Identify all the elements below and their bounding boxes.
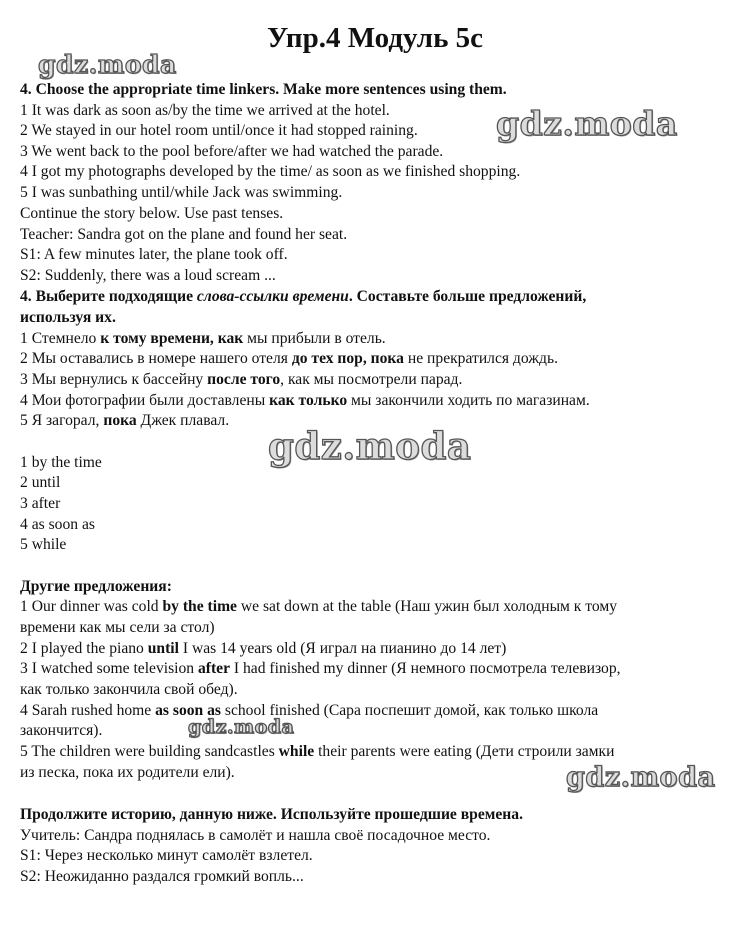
watermark: gdz.moda xyxy=(496,104,678,143)
watermark: gdz.moda xyxy=(38,50,177,79)
sentence-item: 5 The children were building sandcastles while their parents were eating (Дети строили замки xyxy=(20,743,615,760)
answer-item: 1 by the time xyxy=(20,454,102,471)
exercise-heading-ru-line2: используя их. xyxy=(20,309,116,326)
sentence-item: 3 I watched some television after I had finished my dinner (Я немного посмотрела телевизор, xyxy=(20,660,621,677)
sentence-item-cont: закончится). xyxy=(20,722,103,739)
list-item: 3 We went back to the pool before/after we had watched the parade. xyxy=(20,143,444,160)
list-item: 4 Мои фотографии были доставлены как только мы закончили ходить по магазинам. xyxy=(20,392,590,409)
page-title: Упр.4 Модуль 5с xyxy=(266,22,484,54)
exercise-heading-en: 4. Choose the appropriate time linkers. Make more sentences using them. xyxy=(20,81,507,98)
list-item: 4 I got my photographs developed by the time/ as soon as we finished shopping. xyxy=(20,163,521,180)
answer-item: 4 as soon as xyxy=(20,516,95,533)
watermark: gdz.moda xyxy=(566,762,716,793)
list-item: 2 We stayed in our hotel room until/once it had stopped raining. xyxy=(20,122,418,139)
story-line: S2: Неожиданно раздался громкий вопль... xyxy=(20,868,304,885)
story-line: Учитель: Сандра поднялась в самолёт и нашла своё посадочное место. xyxy=(20,827,491,844)
story-line: S1: A few minutes later, the plane took off. xyxy=(20,246,288,263)
answer-item: 2 until xyxy=(20,474,61,491)
list-item: 2 Мы оставались в номере нашего отеля до тех пор, пока не прекратился дождь. xyxy=(20,350,558,367)
list-item: 3 Мы вернулись к бассейну после того, как мы посмотрели парад. xyxy=(20,371,463,388)
sentence-item-cont: из песка, пока их родители ели). xyxy=(20,764,235,781)
list-item: 1 It was dark as soon as/by the time we arrived at the hotel. xyxy=(20,102,390,119)
continue-instruction-en: Continue the story below. Use past tenses. xyxy=(20,205,284,222)
watermark: gdz.moda xyxy=(188,716,295,738)
sentence-item: 1 Our dinner was cold by the time we sat down at the table (Наш ужин был холодным к тому xyxy=(20,598,618,615)
sentence-item-cont: как только закончила свой обед). xyxy=(20,681,238,698)
other-sentences-heading: Другие предложения: xyxy=(20,578,172,595)
continue-heading-ru: Продолжите историю, данную ниже. Используйте прошедшие времена. xyxy=(20,806,523,823)
story-line: S1: Через несколько минут самолёт взлетел. xyxy=(20,847,313,864)
sentence-item: 4 Sarah rushed home as soon as school finished (Сара поспешит домой, как только школа xyxy=(20,702,599,719)
answer-item: 5 while xyxy=(20,536,67,553)
sentence-item-cont: времени как мы сели за стол) xyxy=(20,619,215,636)
sentence-item: 2 I played the piano until I was 14 years old (Я играл на пианино до 14 лет) xyxy=(20,640,507,657)
list-item: 1 Стемнело к тому времени, как мы прибыли в отель. xyxy=(20,330,386,347)
answer-item: 3 after xyxy=(20,495,61,512)
watermark: gdz.moda xyxy=(268,424,472,468)
story-line: S2: Suddenly, there was a loud scream ... xyxy=(20,267,276,284)
list-item: 5 I was sunbathing until/while Jack was swimming. xyxy=(20,184,343,201)
story-line: Teacher: Sandra got on the plane and found her seat. xyxy=(20,226,348,243)
list-item: 5 Я загорал, пока Джек плавал. xyxy=(20,412,230,429)
exercise-heading-ru: 4. Выберите подходящие слова-ссылки времени. Составьте больше предложений, xyxy=(20,288,587,305)
